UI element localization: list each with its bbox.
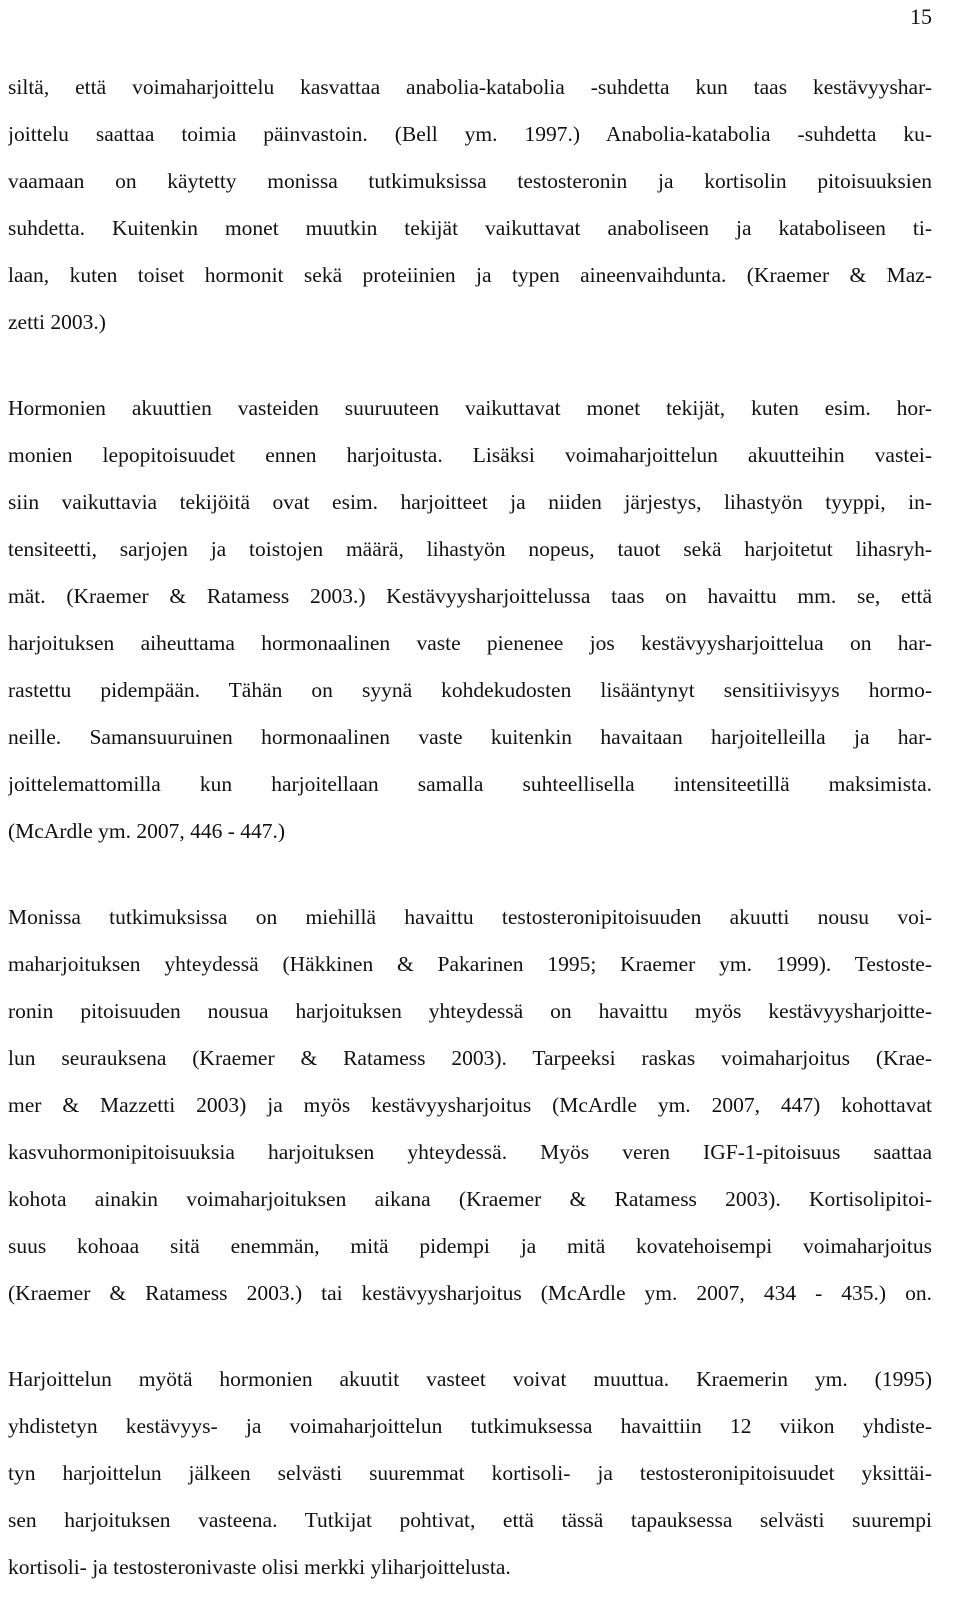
text-line: (McArdle ym. 2007, 446 - 447.)	[8, 819, 286, 843]
text-line: zetti 2003.)	[8, 310, 106, 334]
text-line: ronin pitoisuuden nousua harjoituksen yhteydessä on havaittu myös kestävyysharjoitte-	[8, 999, 932, 1023]
text-line: siin vaikuttavia tekijöitä ovat esim. harjoitteet ja niiden järjestys, lihastyön tyyppi, in-	[8, 490, 932, 514]
text-line: vaamaan on käytetty monissa tutkimuksissa testosteronin ja kortisolin pitoisuuksien	[8, 169, 932, 193]
paragraph-gap	[8, 346, 932, 385]
text-line: maharjoituksen yhteydessä (Häkkinen & Pakarinen 1995; Kraemer ym. 1999). Testoste-	[8, 952, 932, 976]
text-line: joittelemattomilla kun harjoitellaan samalla suhteellisella intensiteetillä maksimista.	[8, 772, 932, 796]
text-line: neille. Samansuuruinen hormonaalinen vaste kuitenkin havaitaan harjoitelleilla ja har-	[8, 725, 932, 749]
paragraph-3	[8, 894, 932, 1317]
text-line: suhdetta. Kuitenkin monet muutkin tekijät vaikuttavat anaboliseen ja kataboliseen ti-	[8, 216, 932, 240]
paragraph-2	[8, 385, 932, 855]
text-line: sen harjoituksen vasteena. Tutkijat pohtivat, että tässä tapauksessa selvästi suurempi	[8, 1508, 932, 1532]
text-line: tyn harjoittelun jälkeen selvästi suuremmat kortisoli- ja testosteronipitoisuudet yksittäi-	[8, 1461, 932, 1485]
text-line: monien lepopitoisuudet ennen harjoitusta. Lisäksi voimaharjoittelun akuutteihin vastei-	[8, 443, 932, 467]
text-line: joittelu saattaa toimia päinvastoin. (Bell ym. 1997.) Anabolia-katabolia -suhdetta ku-	[8, 122, 932, 146]
text-line: kohota ainakin voimaharjoituksen aikana (Kraemer & Ratamess 2003). Kortisolipitoi-	[8, 1187, 932, 1211]
document-body	[8, 64, 932, 1591]
paragraph-1	[8, 64, 932, 346]
page-number: 15	[910, 4, 932, 29]
paragraph-gap	[8, 855, 932, 894]
text-line: Harjoittelun myötä hormonien akuutit vasteet voivat muuttua. Kraemerin ym. (1995)	[8, 1367, 932, 1391]
text-line: Hormonien akuuttien vasteiden suuruuteen vaikuttavat monet tekijät, kuten esim. hor-	[8, 396, 932, 420]
paragraph-gap	[8, 1317, 932, 1356]
text-line: suus kohoaa sitä enemmän, mitä pidempi ja mitä kovatehoisempi voimaharjoitus	[8, 1234, 932, 1258]
text-line: kortisoli- ja testosteronivaste olisi merkki yliharjoittelusta.	[8, 1555, 511, 1579]
text-line: Monissa tutkimuksissa on miehillä havaittu testosteronipitoisuuden akuutti nousu voi-	[8, 905, 932, 929]
text-line: mer & Mazzetti 2003) ja myös kestävyysharjoitus (McArdle ym. 2007, 447) kohottavat	[8, 1093, 932, 1117]
text-line: rastettu pidempään. Tähän on syynä kohdekudosten lisääntynyt sensitiivisyys hormo-	[8, 678, 932, 702]
text-line: siltä, että voimaharjoittelu kasvattaa anabolia-katabolia -suhdetta kun taas kestävyyshar-	[8, 75, 932, 99]
text-line: laan, kuten toiset hormonit sekä proteiinien ja typen aineenvaihdunta. (Kraemer & Maz-	[8, 263, 932, 287]
text-line: yhdistetyn kestävyys- ja voimaharjoittelun tutkimuksessa havaittiin 12 viikon yhdiste-	[8, 1414, 932, 1438]
text-line: harjoituksen aiheuttama hormonaalinen vaste pienenee jos kestävyysharjoittelua on har-	[8, 631, 932, 655]
text-line: mät. (Kraemer & Ratamess 2003.) Kestävyysharjoittelussa taas on havaittu mm. se, että	[8, 584, 932, 608]
text-line: tensiteetti, sarjojen ja toistojen määrä, lihastyön nopeus, tauot sekä harjoitetut lihasryh-	[8, 537, 932, 561]
text-line: kasvuhormonipitoisuuksia harjoituksen yhteydessä. Myös veren IGF-1-pitoisuus saattaa	[8, 1140, 932, 1164]
text-line: lun seurauksena (Kraemer & Ratamess 2003). Tarpeeksi raskas voimaharjoitus (Krae-	[8, 1046, 932, 1070]
text-line: (Kraemer & Ratamess 2003.) tai kestävyysharjoitus (McArdle ym. 2007, 434 - 435.) on.	[8, 1281, 932, 1305]
paragraph-4	[8, 1356, 932, 1591]
